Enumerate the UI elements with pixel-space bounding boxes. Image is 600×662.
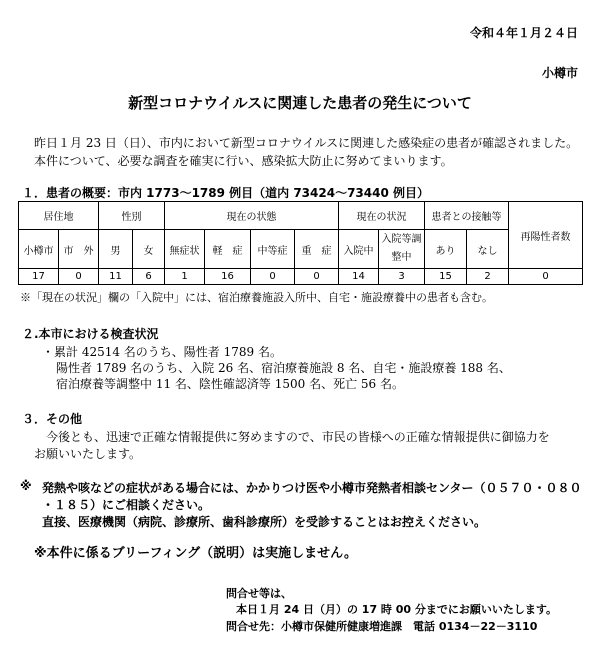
table-subheader-row: [19, 230, 583, 269]
header-condition: 現在の状態: [165, 202, 339, 230]
subheader-outside: 市 外: [59, 230, 99, 269]
subheader-contact-no: なし: [467, 230, 509, 269]
section2-line-3: 宿泊療養等調整中 11 名、陰性確認済等 1500 名、死亡 56 名。: [56, 377, 404, 391]
value-moderate: 0: [251, 269, 295, 285]
section1-heading: １．患者の概要：市内 1773～1789 例目（道内 73424～73440 例目）: [22, 186, 430, 200]
value-outside: 0: [59, 269, 99, 285]
subheader-contact-yes: あり: [425, 230, 467, 269]
contact-time: 本日１月 24 日（月）の 17 時 00 分までにお願いいたします。: [236, 603, 558, 616]
subheader-hospitalized: 入院中: [339, 230, 379, 269]
notice-line-2: ・１８５）にご相談ください。: [42, 498, 211, 512]
header-residence: 居住地: [19, 202, 99, 230]
value-repositive: 0: [509, 269, 583, 285]
value-female: 6: [133, 269, 165, 285]
header-status: 現在の状況: [339, 202, 425, 230]
notice-line-1: 発熱や咳などの症状がある場合には、かかりつけ医や小樽市発熱者相談センター（０５７０・０８０: [42, 481, 582, 495]
value-otaru: 17: [19, 269, 59, 285]
subheader-asymptomatic: 無症状: [165, 230, 205, 269]
section3-line-1: 今後とも、迅速で正確な情報提供に努めますので、市民の皆様への正確な情報提供に御協力を: [46, 430, 550, 444]
subheader-otaru: 小樽市: [19, 230, 59, 269]
subheader-female: 女: [133, 230, 165, 269]
section2-heading: ２.本市における検査状況: [22, 327, 159, 341]
intro-line-2: 本件について、必要な調査を確実に行い、感染拡大防止に努めてまいります。: [34, 154, 453, 168]
table-data-row: [19, 269, 583, 285]
briefing-note: ※本件に係るブリーフィング（説明）は実施しません。: [34, 546, 357, 561]
value-hospitalized: 14: [339, 269, 379, 285]
section2-line-2: 陽性者 1789 名のうち、入院 26 名、宿泊療養施設 8 名、自宅・施設療養 188 名、: [56, 361, 511, 375]
subheader-moderate: 中等症: [251, 230, 295, 269]
intro-line-1: 昨日１月 23 日（日）、市内において新型コロナウイルスに関連した感染症の患者が確認されました。: [34, 136, 579, 150]
subheader-male: 男: [99, 230, 133, 269]
issuer-city: 小樽市: [541, 66, 578, 80]
header-repositive: 再陽性者数: [509, 202, 583, 269]
subheader-mild: 軽 症: [205, 230, 251, 269]
header-gender: 性別: [99, 202, 165, 230]
contact-label: 問合せ等は、: [226, 587, 292, 600]
section2-line-1: ・累計 42514 名のうち、陽性者 1789 名。: [42, 345, 282, 359]
subheader-adjusting: 入院等調整中: [379, 230, 425, 269]
table-group-header-row: [19, 202, 583, 230]
table-footnote: ※「現在の状況」欄の「入院中」には、宿泊療養施設入所中、自宅・施設療養中の患者も含む。: [20, 291, 493, 304]
value-mild: 16: [205, 269, 251, 285]
header-contact: 患者との接触等: [425, 202, 509, 230]
notice-mark: ※: [20, 479, 32, 493]
patient-summary-table: [18, 201, 583, 285]
section3-line-2: お願いいたします。: [34, 447, 142, 461]
value-asymptomatic: 1: [165, 269, 205, 285]
value-contact-yes: 15: [425, 269, 467, 285]
notice-line-3: 直接、医療機関（病院、診療所、歯科診療所）を受診することはお控えください。: [42, 515, 487, 529]
document-date: 令和４年１月２４日: [469, 26, 578, 40]
value-adjusting: 3: [379, 269, 425, 285]
contact-office: 問合せ先：小樽市保健所健康増進課 電話 0134－22－3110: [226, 620, 538, 633]
section3-heading: ３．その他: [22, 412, 83, 426]
value-severe: 0: [295, 269, 339, 285]
document-title: 新型コロナウイルスに関連した患者の発生について: [128, 94, 472, 112]
value-male: 11: [99, 269, 133, 285]
subheader-severe: 重 症: [295, 230, 339, 269]
value-contact-no: 2: [467, 269, 509, 285]
